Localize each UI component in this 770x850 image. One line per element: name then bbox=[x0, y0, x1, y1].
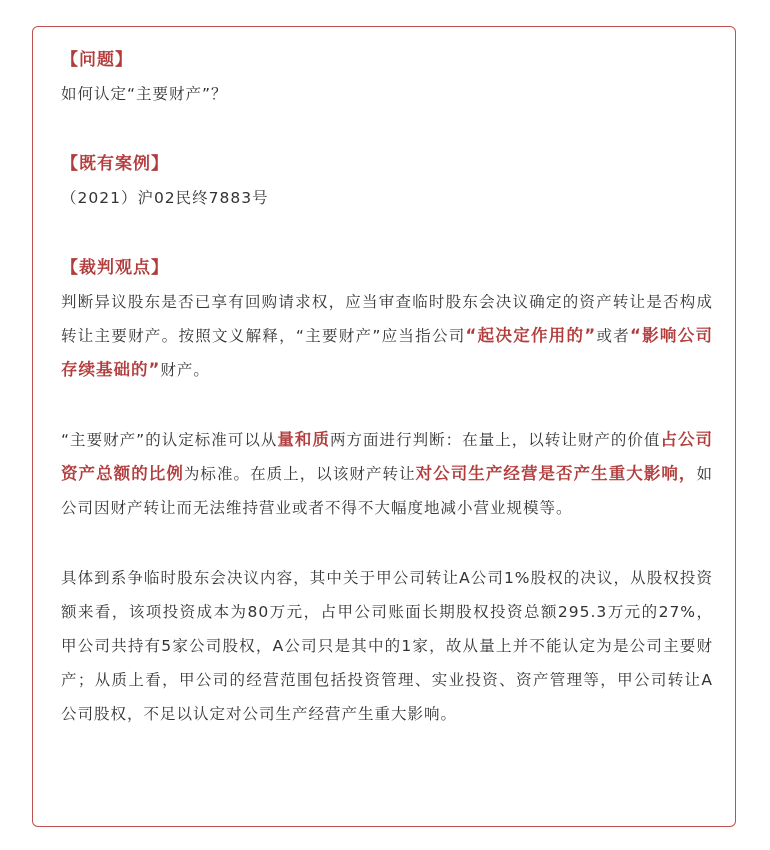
paragraph-text: 为标准。在质上，以该财产转让 bbox=[183, 465, 416, 483]
highlight-text: 占公司资产总额的比例 bbox=[61, 430, 714, 483]
paragraph-text: 如公司因财产转让而无法维持营业或者不得不大幅度地减小营业规模等。 bbox=[61, 465, 713, 517]
opinion-paragraph-3: 具体到系争临时股东会决议内容，其中关于甲公司转让A公司1%股权的决议，从股权投资额来看，该项投资成本为80万元，占甲公司账面长期股权投资总额295.3万元的27%，甲公司共持有5家公司股权，A公司只是其中的1家，故从量上并不能认定为是公司主要财产；从质上看，甲公司的经营范围包括投资管理、实业投资、资产管理等，甲公司转让A公司股权，不足以认定对公司生产经营产生重大影响。 bbox=[61, 569, 713, 723]
paragraph-text: “主要财产”的认定标准可以从 bbox=[61, 431, 278, 449]
highlight-text: “影响公司存续基础的” bbox=[61, 326, 713, 379]
spacer bbox=[61, 215, 713, 251]
paragraph-text: 两方面进行判断：在量上，以转让财产的价值 bbox=[329, 431, 661, 449]
content-card bbox=[32, 26, 736, 827]
cases-heading: 【既有案例】 bbox=[61, 154, 169, 174]
paragraph-text: 财产。 bbox=[160, 361, 210, 379]
highlight-text: 对公司生产经营是否产生重大影响， bbox=[415, 464, 697, 483]
opinion-paragraph-1 bbox=[61, 285, 713, 387]
question-heading: 【问题】 bbox=[61, 50, 133, 70]
content-body bbox=[61, 43, 713, 731]
case-number: （2021）沪02民终7883号 bbox=[61, 189, 269, 207]
highlight-text: 量和质 bbox=[277, 430, 330, 449]
opinion-heading: 【裁判观点】 bbox=[61, 258, 169, 278]
opinion-paragraph-2 bbox=[61, 423, 713, 525]
spacer bbox=[61, 387, 713, 423]
spacer bbox=[61, 111, 713, 147]
spacer bbox=[61, 525, 713, 561]
highlight-text: “起决定作用的” bbox=[465, 326, 597, 345]
paragraph-text: 判断异议股东是否已享有回购请求权，应当审查临时股东会决议确定的资产转让是否构成转让主要财产。按照文义解释，“主要财产”应当指公司 bbox=[61, 293, 713, 345]
paragraph-text: 或者 bbox=[596, 327, 631, 345]
question-text: 如何认定“主要财产”？ bbox=[61, 85, 228, 103]
